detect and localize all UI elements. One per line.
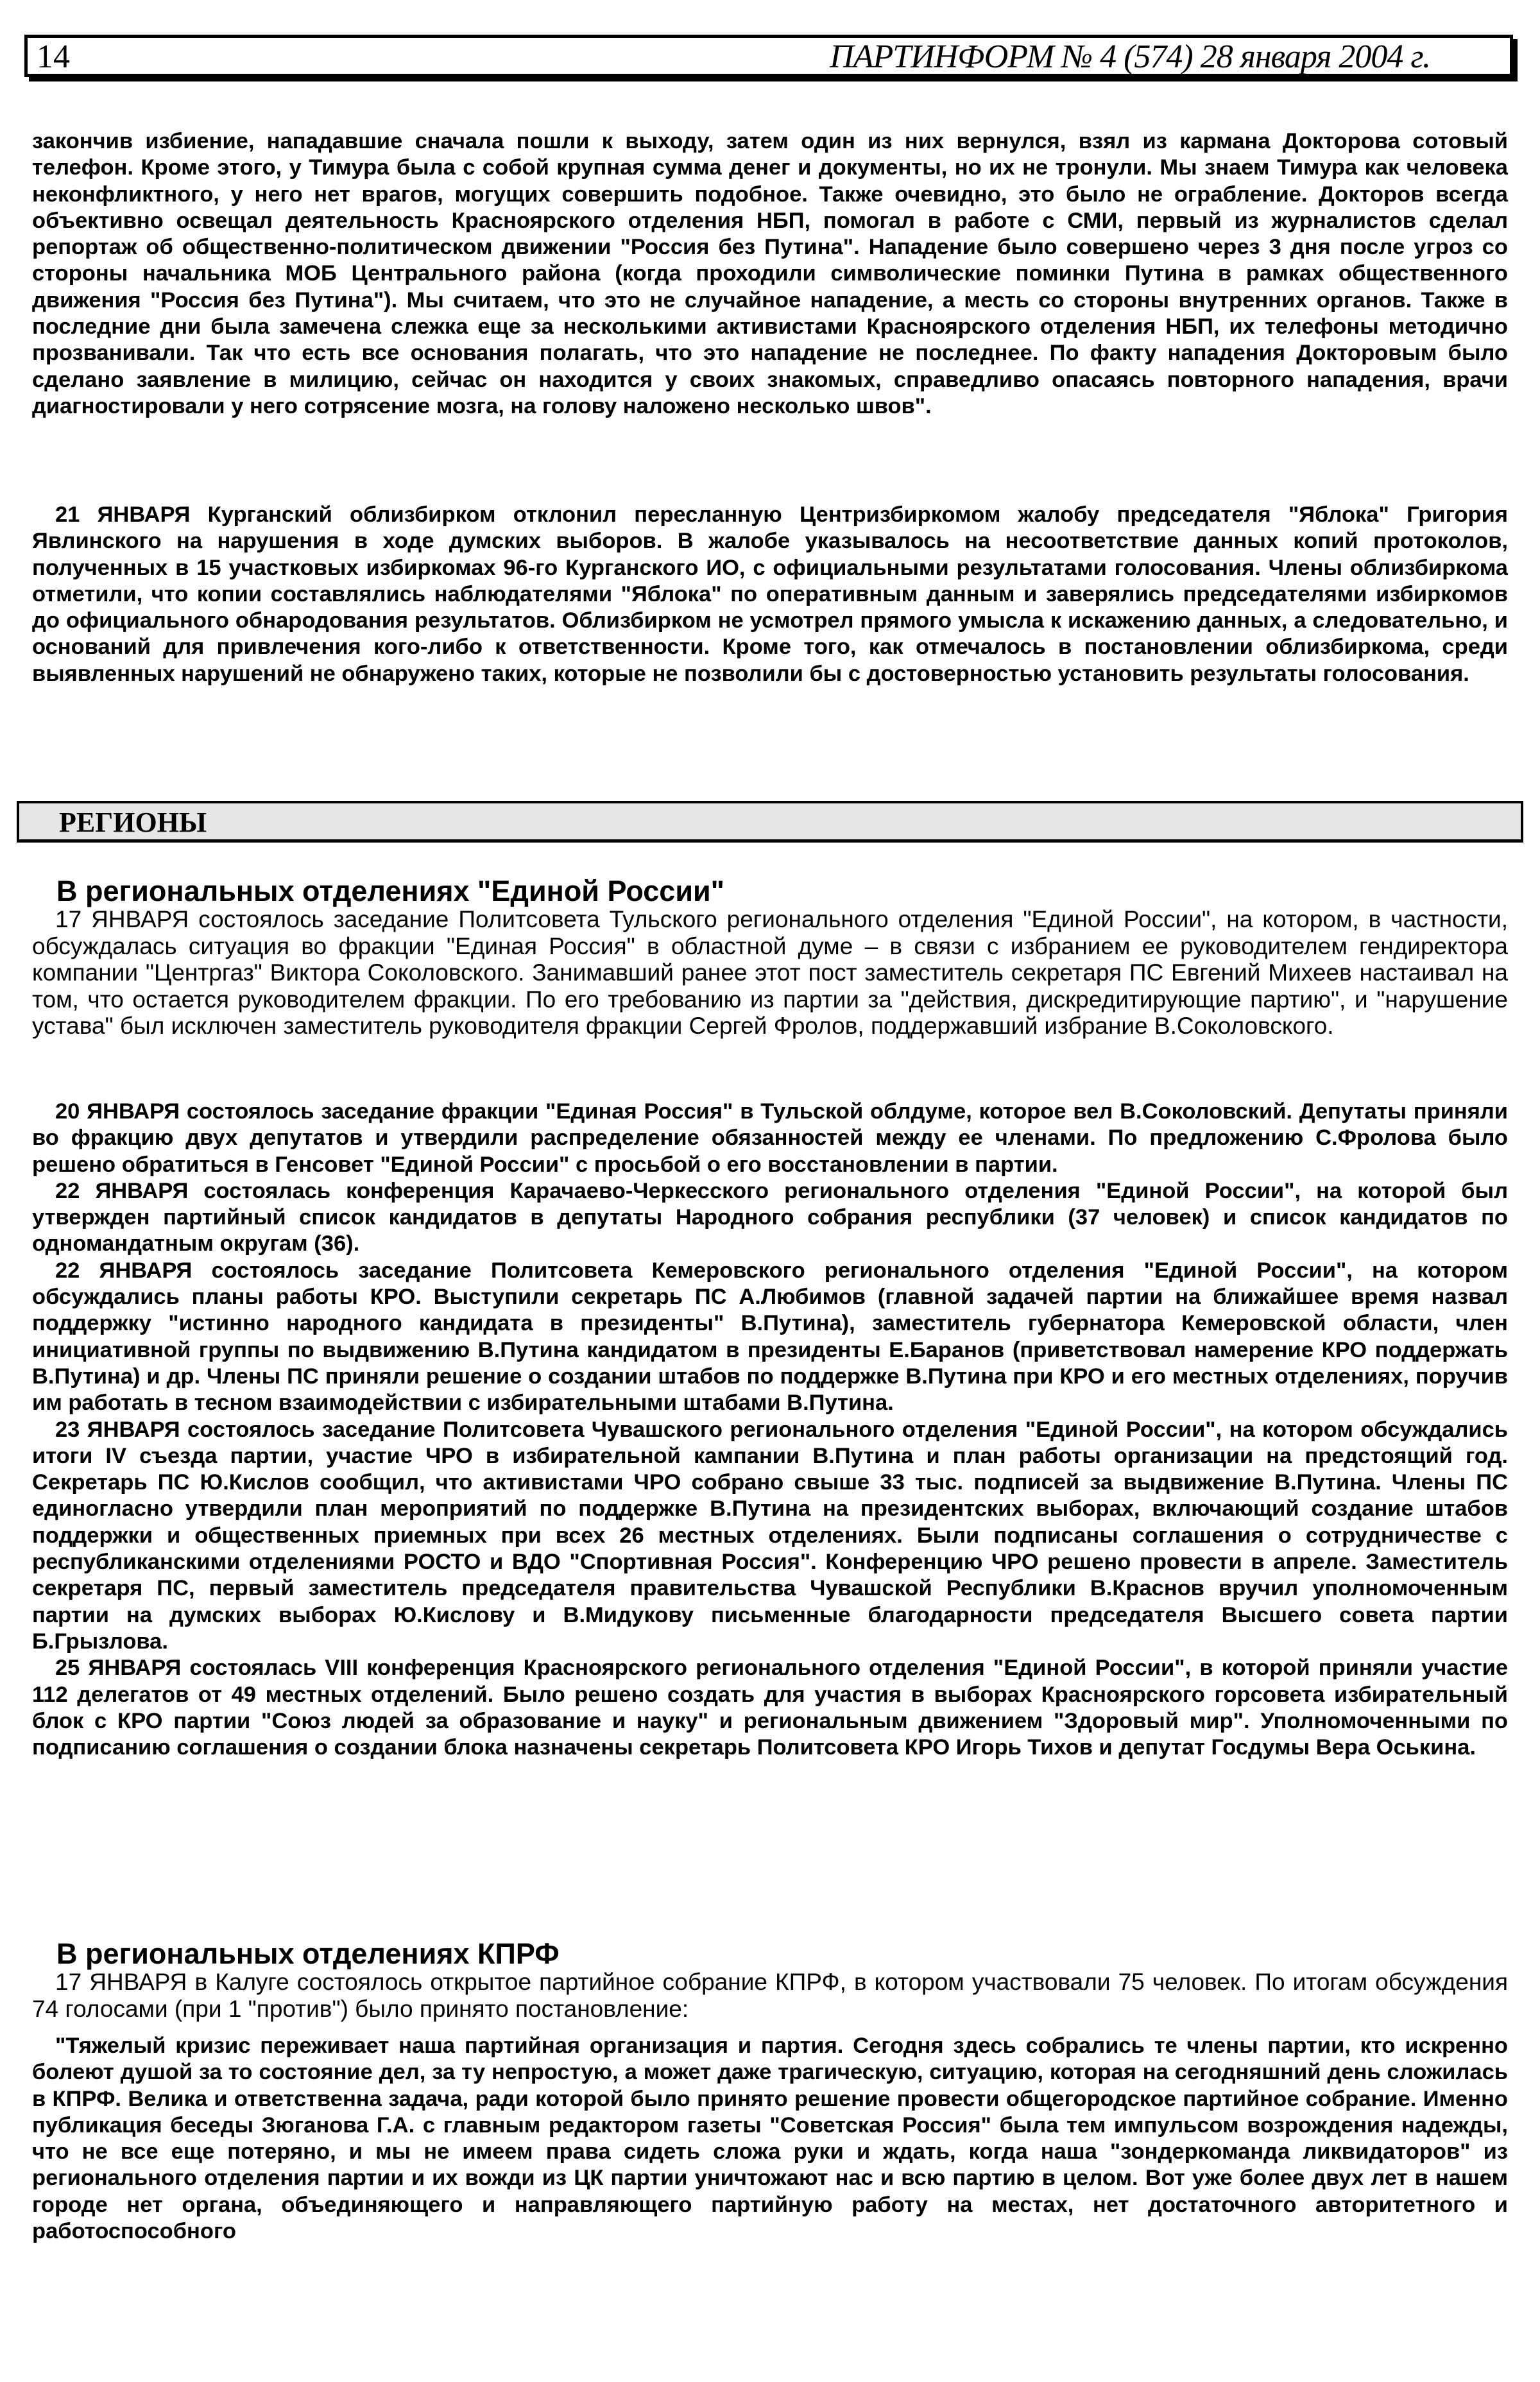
news-item [32, 1178, 1508, 1258]
kurgan-paragraph [32, 502, 1508, 687]
paragraph-text: состоялось заседание Политсовета Чувашского регионального отделения "Единой России", на котором обсуждались итоги IV съезда партии, участие ЧРО в избирательной кампании В.Путина и план работы организации на предстоящий год. Секретарь ПС Ю.Кислов сообщил, что активистами ЧРО собрано свыше 33 тыс. подписей за выдвижение В.Путина. Члены ПС единогласно утвердили план мероприятий по поддержке В.Путина на президентских выборах, включающий создание штабов поддержки и общественных приемных при всех 26 местных отделениях. Были подписаны соглашения о сотрудничестве с республиканскими отделениями РОСТО и ВДО "Спортивная Россия". Конференцию ЧРО решено провести в апреле. Заместитель секретаря ПС, первый заместитель председателя правительства Чувашской Республики В.Краснов вручил уполномоченным партии на думских выборах Ю.Кислову и В.Мидукову письменные благодарности председателя Высшего совета партии Б.Грызлова. [32, 1417, 1508, 1654]
paragraph-text: состоялось заседание Политсовета Тульского регионального отделения "Единой России", на котором, в частности, обсуждалась ситуация во фракции "Единая Россия" в областной думе – в связи с избранием ее руководителем гендиректора компании "Центргаз" Виктора Соколовского. Занимавший ранее этот пост заместитель секретаря ПС Евгений Михеев настаивал на том, что остается руководителем фракции. По его требованию из партии за "действия, дискредитирующие партию", и "нарушение устава" был исключен заместитель руководителя фракции Сергей Фролов, поддержавший избрание В.Соколовского. [32, 906, 1508, 1039]
paragraph-text: Курганский облизбирком отклонил пересланную Центризбиркомом жалобу председателя "Яблока" Григория Явлинского на нарушения в ходе думских выборов. В жалобе указывалось на несоответствие данных копий протоколов, полученных в 15 участковых избиркомах 96-го Курганского ИО, с официальными результатами голосования. Члены облизбиркома отметили, что копии составлялись наблюдателями "Яблока" по оперативным данным и заверялись председателями избиркомов до официального обнародования результатов. Облизбирком не усмотрел прямого умысла к искажению данных, а следовательно, и оснований для привлечения кого-либо к ответственности. Кроме того, как отмечалось в постановлении облизбиркома, среди выявленных нарушений не обнаружено таких, которые не позволили бы с достоверностью установить результаты голосования. [32, 502, 1509, 686]
section-title: РЕГИОНЫ [59, 807, 207, 838]
paragraph-text: состоялась конференция Карачаево-Черкесского регионального отделения "Единой России", на которой был утвержден партийный список кандидатов в депутаты Народного собрания республики (37 человек) и список кандидатов по одномандатным округам (36). [32, 1178, 1508, 1256]
page-number: 14 [37, 39, 70, 75]
page-header [24, 35, 1513, 77]
er-lead-paragraph [32, 906, 1508, 1040]
date-label: 20 ЯНВАРЯ [55, 1099, 180, 1124]
kurgan-note [32, 502, 1508, 687]
news-item [32, 1655, 1508, 1761]
er-lead [32, 906, 1508, 1040]
article-continuation [32, 128, 1508, 420]
date-label: 23 ЯНВАРЯ [55, 1417, 180, 1442]
paragraph-text: состоялось заседание Политсовета Кемеровского регионального отделения "Единой России", на котором обсуждались планы работы КРО. Выступили секретарь ПС А.Любимов (главной задачей партии на ближайшее время назвал поддержку "истинно народного кандидата в президенты" В.Путина), заместитель губернатора Кемеровской области, член инициативной группы по выдвижению В.Путина кандидатом в президенты Е.Баранов (приветствовал намерение КРО поддержать В.Путина) и др. Члены ПС приняли решение о создании штабов по поддержке В.Путина при КРО и его местных отделениях, поручив им работать в тесном взаимодействии с избирательными штабами В.Путина. [32, 1258, 1508, 1416]
paragraph-text: в Калуге состоялось открытое партийное собрание КПРФ, в котором участвовали 75 человек. По итогам обсуждения 74 голосами (при 1 "против") было принято постановление: [32, 1969, 1508, 2022]
section-banner [17, 801, 1523, 843]
er-items [32, 1099, 1508, 1761]
kprf-resolution-quote [32, 2033, 1508, 2245]
quote-paragraph: "Тяжелый кризис переживает наша партийная организация и партия. Сегодня здесь собрались те члены партии, кто искренно болеют душой за то состояние дел, за ту непростую, а может даже трагическую, ситуацию, которая на сегодняшний день сложилась в КПРФ. Велика и ответственна задача, ради которой было принято решение провести общегородское партийное собрание. Именно публикация беседы Зюганова Г.А. с главным редактором газеты "Советская Россия" была тем импульсом возрождения надежды, что не все еще потеряно, и мы не имеем права сидеть сложа руки и ждать, когда наша "зондеркоманда ликвидаторов" из регионального отделения партии и их вожди из ЦК партии уничтожают нас и всю партию в целом. Вот уже более двух лет в нашем городе нет органа, объединяющего и направляющего партийную работу на местах, нет достаточного авторитетного и работоспособного [32, 2034, 1508, 2244]
news-item [32, 1258, 1508, 1417]
kprf-lead-paragraph [32, 1969, 1508, 2022]
article-paragraph: закончив избиение, нападавшие сначала пошли к выходу, затем один из них вернулся, взял из кармана Докторова сотовый телефон. Кроме этого, у Тимура была с собой крупная сумма денег и документы, но их не тронули. Мы знаем Тимура как человека неконфликтного, у него нет врагов, могущих совершить подобное. Также очевидно, это было не ограбление. Докторов всегда объективно освещал деятельность Красноярского отделения НБП, помогал в работе с СМИ, первый из журналистов сделал репортаж об общественно-политическом движении "Россия без Путина". Нападение было совершено через 3 дня после угроз со стороны начальника МОБ Центрального района (когда проходили символические поминки Путина в рамках общественного движения "Россия без Путина"). Мы считаем, что это не случайное нападение, а месть со стороны внутренних органов. Также в последние дни была замечена слежка еще за несколькими активистами Красноярского отделения НБП, их телефоны методично прозванивали. Так что есть все основания полагать, что это нападение не последнее. По факту нападения Докторовым было сделано заявление в милицию, сейчас он находится у своих знакомых, справедливо опасаясь повторного нападения, врачи диагностировали у него сотрясение мозга, на голову наложено несколько швов". [32, 129, 1508, 418]
masthead: ПАРТИНФОРМ № 4 (574) 28 января 2004 г. [830, 39, 1430, 75]
paragraph-text: состоялась VIII конференция Красноярского регионального отделения "Единой России", в которой приняли участие 112 делегатов от 49 местных отделений. Было решено создать для участия в выборах Красноярского горсовета избирательный блок с КРО партии "Союз людей за образование и науку" и региональным движением "Здоровый мир". Уполномоченными по подписанию соглашения о создании блока назначены секретарь Политсовета КРО Игорь Тихов и депутат Госдумы Вера Оськина. [32, 1656, 1508, 1760]
date-label: 21 ЯНВАРЯ [55, 502, 191, 527]
date-label: 22 ЯНВАРЯ [55, 1258, 193, 1283]
date-label: 25 ЯНВАРЯ [55, 1656, 182, 1681]
kprf-lead [32, 1969, 1508, 2022]
date-label: 22 ЯНВАРЯ [55, 1178, 189, 1203]
subheading-united-russia: В региональных отделениях "Единой России" [56, 875, 724, 907]
news-item [32, 1417, 1508, 1656]
date-label: 17 ЯНВАРЯ [55, 906, 189, 932]
paragraph-text: состоялось заседание фракции "Единая Россия" в Тульской облдуме, которое вел В.Соколовский. Депутаты приняли во фракцию двух депутатов и утвердили распределение обязанностей между ее членами. По предложению С.Фролова было решено обратиться в Генсовет "Единой России" с просьбой о его восстановлении в партии. [32, 1099, 1508, 1177]
subheading-kprf: В региональных отделениях КПРФ [56, 1937, 560, 1970]
news-item [32, 1099, 1508, 1178]
date-label: 17 ЯНВАРЯ [55, 1969, 187, 1995]
